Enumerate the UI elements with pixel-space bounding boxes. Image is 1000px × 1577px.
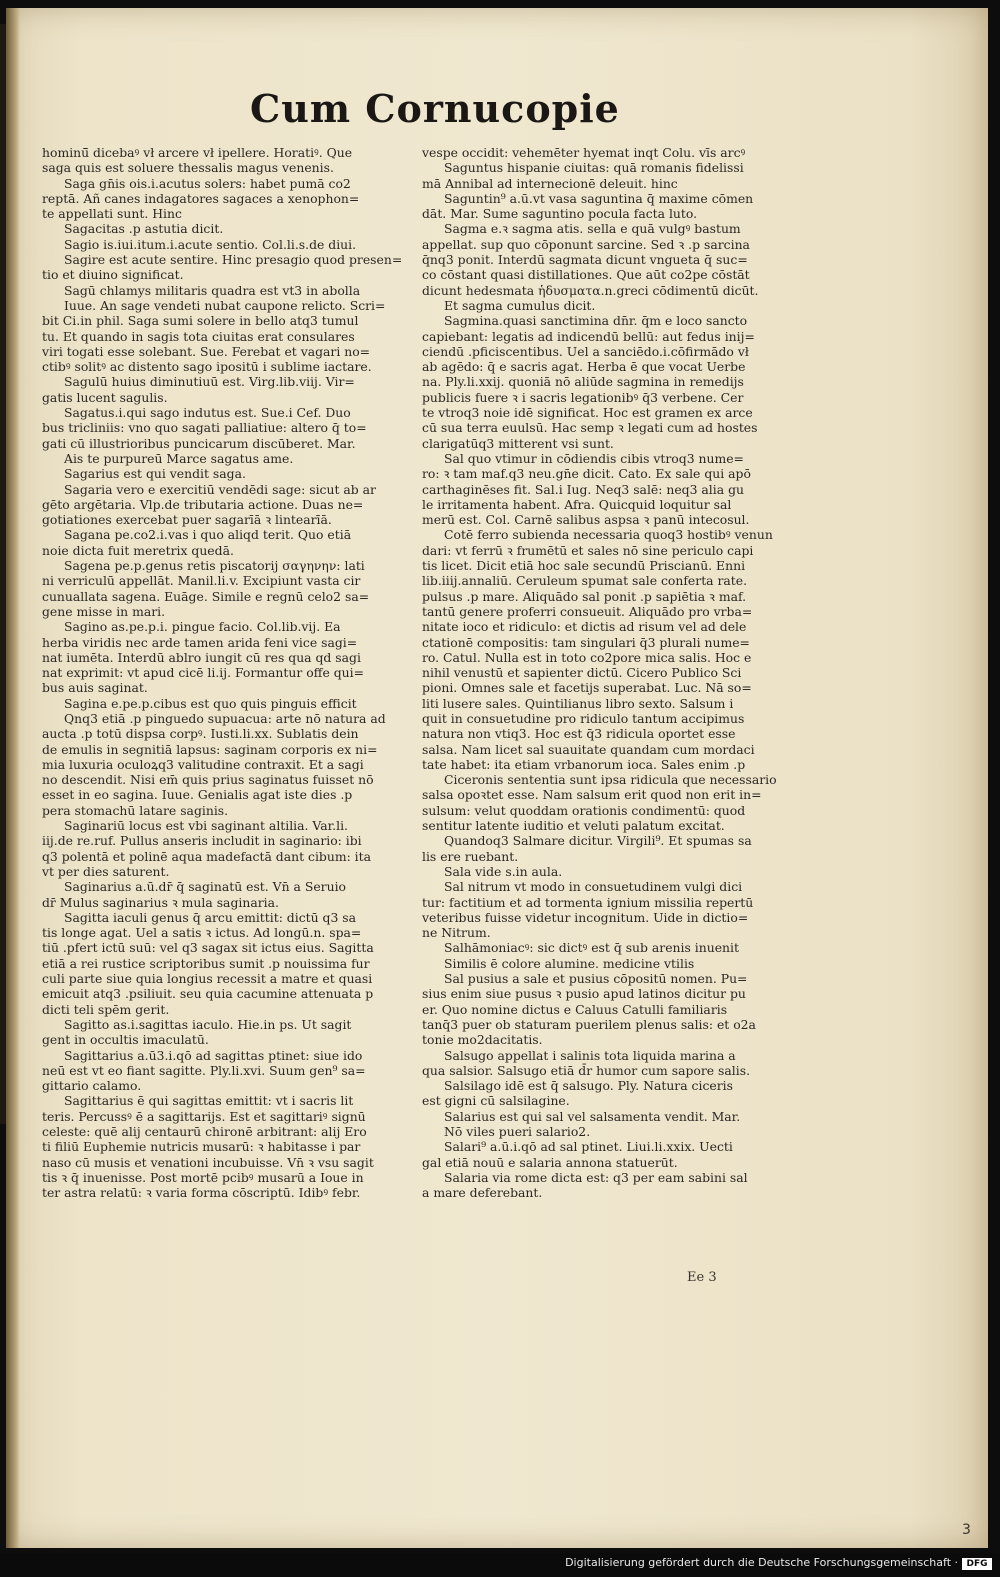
- left-column-line: gatis lucent sagulis.: [42, 389, 168, 405]
- spine-shadow: [6, 8, 20, 1548]
- left-column-line: vt per dies saturent.: [42, 863, 170, 879]
- left-column-line: Sagina e.pe.p.cibus est quo quis pinguis efficit: [64, 695, 357, 711]
- right-column-line: sius enim siue pusus ꝛ pusio apud latinos dicitur pu: [422, 986, 746, 1002]
- left-column-line: viri togati esse solebant. Sue. Ferebat et vagari no=: [42, 343, 371, 359]
- right-column-line: tonie mo2dacitatis.: [422, 1032, 543, 1048]
- right-column-line: Salsilago idē est q̄ salsugo. Ply. Natura ciceris: [444, 1078, 733, 1094]
- right-column-line: na. Ply.li.xxij. quoniā nō aliūde sagmina in remedijs: [422, 374, 744, 390]
- left-column-line: tio et diuino significat.: [42, 267, 184, 283]
- left-column-line: hominū̄ dicebaꝰ vł arcere vł ipellere. Horatiꝰ. Que: [42, 145, 353, 160]
- left-column-line: gent in occultis imaculatū.: [42, 1032, 209, 1048]
- right-column-line: salsa opoꝛtet esse. Nam salsum erit quod non erit in=: [422, 787, 762, 803]
- left-column-line: herba viridis nec arde tamen arida feni vice sagi=: [42, 634, 358, 650]
- left-column-line: Sagitta iaculi genus q̄ arcu emittit: dictū q3 sa: [64, 909, 357, 925]
- left-column-line: esset in eo sagina. Iuue. Genialis agat iste dies .p: [42, 787, 353, 803]
- left-column-line: Sagittarius a.ū3.i.qō ad sagittas ptinet: siue ido: [64, 1047, 363, 1063]
- left-column-line: ni verriculū appellāt. Manil.li.v. Excipiunt vasta cir: [42, 573, 361, 589]
- left-column-line: celeste: quē alij centaurū chironē arbitrant: alij Ero: [42, 1124, 367, 1139]
- right-column-line: sulsum: velut quoddam orationis condimentū: quod: [422, 802, 746, 818]
- left-column-line: q3 polentā et polinē aqua madefactā dant cibum: ita: [42, 848, 372, 864]
- right-column-line: co cōstant quasi distillationes. Que aūt co2pe cōstāt: [422, 267, 750, 283]
- right-column-line: salsa. Nam licet sal suauitate quandam cum mordaci: [422, 741, 755, 757]
- right-column-line: ro. Catul. Nulla est in toto co2pore mica salis. Hoc e: [422, 649, 752, 665]
- left-column-line: gotiationes exercebat puer sagarīā ꝛ lintearīā.: [42, 512, 332, 528]
- left-column-line: Sagittarius ē qui sagittas emittit: vt i sacris lit: [64, 1093, 354, 1109]
- right-column-line: veteribus fuisse videtur incognitum. Uide in dictio=: [422, 909, 749, 925]
- left-column-line: bus auis saginat.: [42, 680, 148, 696]
- left-column-line: Ais te purpureū Marce sagatus ame.: [64, 450, 294, 466]
- right-column-line: ab agēdo: q̄ e sacris agat. Herba ē que vocat Uerbe: [422, 359, 746, 375]
- left-column-line: de emulis in segnitiā lapsus: saginam corporis ex ni=: [42, 741, 378, 757]
- left-column-line: naso cū musis et venationi incubuisse. Vn̄ ꝛ vsu sagit: [42, 1154, 374, 1170]
- right-column-line: Salaria via rome dicta est: q3 per eam sabini sal: [444, 1169, 748, 1185]
- left-column-line: Sagio is.iui.itum.i.acute sentio. Col.li.s.de diui.: [64, 236, 357, 252]
- left-column-line: teris. Percussꝰ ē a sagittarijs. Est et sagittariꝰ signū: [42, 1108, 366, 1124]
- right-column-line: Ciceronis sententia sunt ipsa ridicula que necessario: [444, 772, 777, 788]
- left-column-line: cunuallata sagena. Euāge. Simile e regnū celo2 sa=: [42, 588, 370, 604]
- right-column-line: ciendū .pficiscentibus. Uel a sanciēdo.i.cōfirmādo vł: [422, 343, 749, 359]
- left-column-line: Qnq3 etiā .p pinguedo supuacua: arte nō natura ad: [64, 710, 386, 726]
- right-column-line: Saguntus hispanie ciuitas: quā romanis fidelissi: [444, 160, 744, 176]
- right-column-line: mā Annibal ad internecionē deleuit. hinc: [422, 175, 678, 191]
- left-column-line: Saginarius a.ū.dr̄ q̄ saginatū est. Vn̄ a Seruio: [64, 879, 347, 895]
- left-column-line: gati cū illustrioribus puncicarum discūberet. Mar.: [42, 435, 356, 451]
- left-column-line: ter astra relatū: ꝛ varia forma cōscriptū. Idibꝰ febr.: [42, 1185, 361, 1201]
- right-column-line: Cotē ferro subienda necessaria quoq3 hostibꝰ venun: [444, 527, 773, 543]
- right-column-line: gal etiā nouū e salaria annona statuerūt.: [422, 1154, 678, 1170]
- right-column-line: tanq̄3 puer ob staturam puerilem plenus salis: et o2a: [422, 1016, 756, 1032]
- left-column-line: Saga gn̄is ois.i.acutus solers: habet pumā co2: [64, 175, 351, 191]
- left-column-line: bit Ci.in phil. Saga sumi solere in bello atq3 tumul: [42, 313, 359, 329]
- signature-mark: Ee 3: [687, 1270, 717, 1285]
- left-column-line: tu. Et quando in sagis tota ciuitas erat consulares: [42, 328, 355, 344]
- right-column-line: tis licet. Dicit etiā hoc sale secundū Priscianū. Enni: [422, 558, 746, 574]
- left-column-line: etiā a rei rustice scriptoribus sumit .p nouissima fur: [42, 955, 370, 971]
- left-column-line: gittario calamo.: [42, 1078, 142, 1094]
- right-column-line: le irritamenta habent. Afra. Quicquid loquitur sal: [422, 496, 732, 512]
- left-column-line: mia luxuria oculoꝝq3 valitudine contraxit. Et a sagi: [42, 756, 364, 772]
- right-column-line: Similis ē colore alumine. medicine vtilis: [444, 955, 695, 971]
- right-column-line: publicis fuere ꝛ i sacris legationibꝰ q̄3 verbene. Cer: [422, 389, 744, 405]
- right-column-line: dari: vt ferrū ꝛ frumētū et sales nō sine periculo capi: [422, 542, 754, 558]
- right-column-line: tur: factitium et ad tormenta ignium missilia repertū: [422, 894, 754, 910]
- left-column-line: dr̄ Mulus saginarius ꝛ mula saginaria.: [42, 894, 279, 910]
- right-column-line: Sal quo vtimur in cōdiendis cibis vtroq3 nume=: [444, 450, 744, 466]
- left-column-line: pera stomachū latare saginis.: [42, 802, 229, 818]
- left-column-line: Sagena pe.p.genus retis piscatorij σαγηνην: lati: [64, 558, 365, 574]
- left-column-line: Sagino as.pe.p.i. pingue facio. Col.lib.vij. Ea: [64, 619, 341, 635]
- right-column-line: clarigatūq3 mitterent vsi sunt.: [422, 435, 614, 451]
- right-column-line: dāt. Mar. Sume saguntino pocula facta luto.: [422, 206, 698, 222]
- right-column-line: er. Quo nomine dictus e Caluus Catulli familiaris: [422, 1001, 728, 1017]
- right-column-line: dicunt hedesmata ἡδυσματα.n.greci cōdimentū dicūt.: [422, 282, 759, 298]
- left-column-line: tiū .pfert ictū suū: vel q3 sagax sit ictus eius. Sagitta: [42, 940, 374, 956]
- right-column-line: quit in consuetudine pro ridiculo tantum accipimus: [422, 710, 745, 726]
- left-column-line: Saginariū locus est vbi saginant altilia. Var.li.: [64, 818, 348, 834]
- left-column-line: Sagaria vero e exercitiū vendēdi sage: sicut ab ar: [64, 481, 376, 497]
- right-column-line: ctationē compositis: tam singulari q̄3 plurali nume=: [422, 634, 750, 650]
- left-column-line: saga quis est soluere thessalis magus venenis.: [42, 160, 334, 176]
- right-column-line: Saguntin⁹ a.ū.vt vasa saguntina q̄ maxime cōmen: [444, 190, 754, 206]
- left-column-line: aucta .p totū dispsa corpꝰ. Iusti.li.xx. Sublatis dein: [42, 726, 359, 742]
- left-column-line: Sagana pe.co2.i.vas i quo aliqd terit. Quo etiā: [64, 527, 352, 543]
- right-column-line: Sagmina.quasi sanctimina dn̄r. q̄m e loco sancto: [444, 313, 748, 329]
- right-column-line: Salhāmoniacꝰ: sic dictꝰ est q̄ sub arenis inuenit: [444, 940, 739, 956]
- left-column-line: gene misse in mari.: [42, 603, 166, 619]
- right-column-line: pioni. Omnes sale et facetijs superabat. Luc. Nā so=: [422, 680, 752, 696]
- left-column-line: culi parte siue quia longius recessit a matre et quasi: [42, 971, 373, 987]
- right-column-line: lis ere ruebant.: [422, 848, 519, 864]
- right-column-line: pulsus .p mare. Aliquādo sal ponit .p sapiētia ꝛ maf.: [422, 588, 747, 604]
- left-column-line: no descendit. Nisi em̄ quis prius saginatus fuisset nō: [42, 772, 374, 788]
- right-column-line: Sala vide s.in aula.: [444, 863, 563, 879]
- right-column-line: Sal nitrum vt modo in consuetudinem vulgi dici: [444, 879, 743, 895]
- right-column-line: Salsugo appellat i salinis tota liquida marina a: [444, 1047, 736, 1063]
- left-column-line: noie dicta fuit meretrix quedā.: [42, 542, 234, 558]
- right-column-line: Sagma e.ꝛ sagma atis. sella e quā vulgꝰ bastum: [444, 221, 741, 237]
- left-column-line: Sagatus.i.qui sago indutus est. Sue.i Cef. Duo: [64, 405, 351, 421]
- left-column-line: tis ꝛ q̄ inuenisse. Post mortē pcibꝰ musarū a Ioue in: [42, 1169, 364, 1185]
- left-column-line: gēto argētaria. Vlp.de tributaria actione. Duas ne=: [42, 496, 364, 512]
- right-column-line: appellat. sup quo cōponunt sarcine. Sed ꝛ .p sarcina: [422, 236, 750, 252]
- right-column-line: sentitur latente iuditio et veluti palatum excitat.: [422, 818, 725, 834]
- right-column-line: lib.iiij.annaliū. Ceruleum spumat sale conferta rate.: [422, 573, 748, 589]
- right-column-line: Salari⁹ a.ū.i.qō ad sal ptinet. Liui.li.xxix. Uecti: [444, 1139, 733, 1155]
- left-column-line: Sagire est acute sentire. Hinc presagio quod presen=: [64, 252, 402, 268]
- right-column-line: Salarius est qui sal vel salsamenta vendit. Mar.: [444, 1108, 741, 1124]
- left-column-line: emicuit atq3 .psiliuit. seu quia cacumine attenuata p: [42, 986, 374, 1002]
- right-column-line: Nō viles pueri salario2.: [444, 1124, 591, 1139]
- left-column-line: ctibꝰ solitꝰ ac distento sago ipositū i sublime iactare.: [42, 359, 372, 375]
- right-column-line: est gigni cū salsilagine.: [422, 1093, 570, 1109]
- left-column-line: Sagulū huius diminutiuū est. Virg.lib.viij. Vir=: [64, 374, 355, 390]
- right-column-line: liti lusere sales. Quintilianus libro sexto. Salsum i: [422, 695, 734, 711]
- left-column-line: te appellati sunt. Hinc: [42, 206, 182, 222]
- left-column-line: iij.de re.ruf. Pullus anseris includit in saginario: ibi: [42, 833, 362, 849]
- left-column-line: neū est vt eo fiant sagitte. Ply.li.xvi. Suum gen⁹ sa=: [42, 1062, 366, 1078]
- right-column-line: a mare deferebant.: [422, 1185, 543, 1201]
- right-column-line: carthaginēses fit. Sal.i Iug. Neq3 salē: neq3 alia gu: [422, 481, 744, 497]
- right-column-line: ne Nitrum.: [422, 925, 491, 941]
- left-column-line: Sagarius est qui vendit saga.: [64, 466, 246, 482]
- right-column-line: ro: ꝛ tam maf.q3 neu.gn̄e dicit. Cato. Ex sale qui apō: [422, 466, 751, 482]
- right-column-line: nitate ioco et ridiculo: et dictis ad risum vel ad dele: [422, 619, 747, 635]
- right-column-line: natura non vtiq3. Hoc est q̄3 ridicula oportet esse: [422, 726, 736, 742]
- page-number: 3: [962, 1522, 971, 1538]
- right-column-line: merū est. Col. Carnē salibus aspsa ꝛ panū intecosul.: [422, 512, 750, 528]
- funding-credit: Digitalisierung gefördert durch die Deutsche Forschungsgemeinschaft ·: [565, 1556, 958, 1569]
- left-column-line: Iuue. An sage vendeti nubat caupone relicto. Scri=: [64, 297, 386, 313]
- dfg-logo: [962, 1558, 992, 1570]
- left-column-line: bus tricliniis: vno quo sagati palliatiue: altero q̄ to=: [42, 420, 367, 436]
- right-column-line: Et sagma cumulus dicit.: [444, 297, 596, 313]
- left-column-line: Sagitto as.i.sagittas iaculo. Hie.in ps. Ut sagit: [64, 1016, 352, 1032]
- text-column-left: [42, 145, 402, 1280]
- right-column-line: tate habet: ita etiam vrbanorum ioca. Sales enim .p: [422, 756, 746, 772]
- left-column-line: nat iumēta. Interdū ablro iungit cū res qua qd sagi: [42, 649, 361, 665]
- left-column-line: tis longe agat. Uel a satis ꝛ ictus. Ad longū.n. spa=: [42, 925, 362, 941]
- left-column-line: reptā. Añ canes indagatores sagaces a xenophon=: [42, 190, 360, 206]
- right-column-line: vespe occidit: vehemēter hyemat inqt Colu. vīs arcꝰ: [422, 145, 746, 160]
- right-column-line: tantū genere proferri consueuit. Aliquādo pro vrba=: [422, 603, 753, 619]
- running-head: Cum Cornucopie: [250, 86, 620, 131]
- left-column-line: ti filiū Euphemie nutricis musarū: ꝛ habitasse i par: [42, 1139, 361, 1155]
- right-column-line: Quandoq3 Salmare dicitur. Virgili⁹. Et spumas sa: [444, 833, 752, 849]
- dfg-logo-text: DFG: [966, 1559, 988, 1569]
- right-column-line: Sal pusius a sale et pusius cōpositū nomen. Pu=: [444, 971, 748, 987]
- right-column-line: cū sua terra euulsū. Hac semp ꝛ legati cum ad hostes: [422, 420, 758, 436]
- left-column-line: Sagacitas .p astutia dicit.: [64, 221, 224, 237]
- text-column-right: [422, 145, 784, 1270]
- right-column-line: q̄nq3 ponit. Interdū sagmata dicunt vngueta q̄ suc=: [422, 252, 748, 268]
- left-column-line: nat exprimit: vt apud cicē li.ij. Formantur offe qui=: [42, 665, 365, 681]
- left-column-line: dicti teli spēm gerit.: [42, 1001, 170, 1017]
- right-column-line: nihil venustū et sapienter dictū. Cicero Publico Sci: [422, 665, 742, 681]
- right-column-line: capiebant: legatis ad indicendū bellū: aut fedus inij=: [422, 328, 755, 344]
- left-column-line: Sagū chlamys militaris quadra est vt3 in abolla: [64, 282, 361, 298]
- right-column-line: te vtroq3 noie idē significat. Hoc est gramen ex arce: [422, 405, 753, 421]
- right-column-line: qua salsior. Salsugo etiā d̄r humor cum sapore salis.: [422, 1062, 751, 1078]
